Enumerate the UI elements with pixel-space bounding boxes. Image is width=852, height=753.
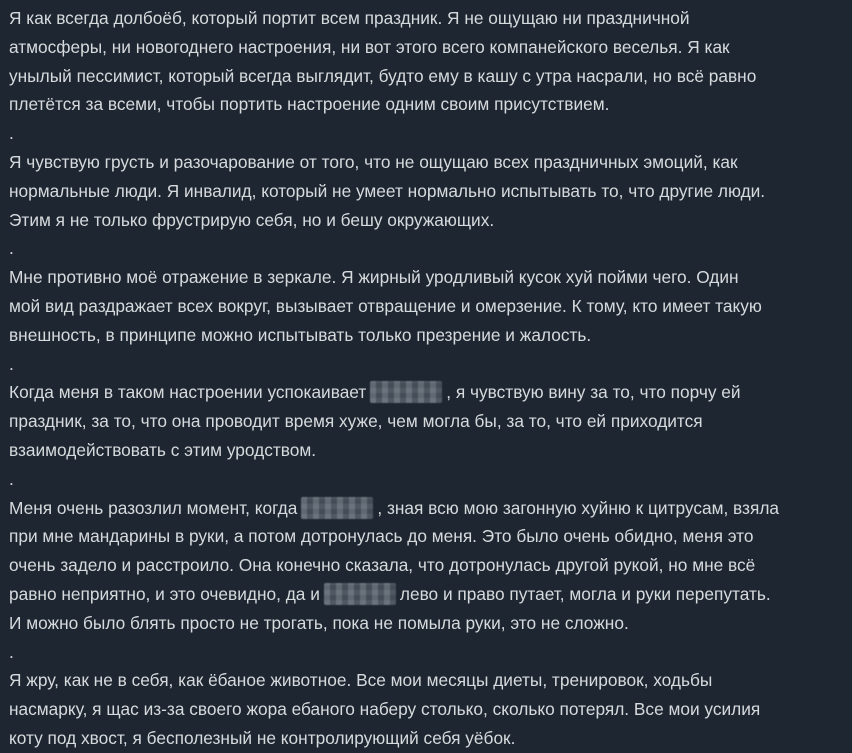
text-line: праздник, за то, что она проводит время хуже, чем могла бы, за то, что ей приходится — [9, 411, 703, 432]
redacted-name — [370, 381, 442, 403]
text-line: Этим я не только фрустрирую себя, но и бешу окружающих. — [9, 209, 495, 230]
text-segment: Меня очень разозлил момент, когда — [9, 497, 298, 518]
text-line: насмарку, я щас из-за своего жора ебаного наберу столько, сколько потерял. Все мои усилия — [9, 699, 761, 720]
text-line: коту под хвост, я бесполезный не контролирующий себя уёбок. — [9, 727, 516, 748]
text-line: унылый пессимист, который всегда выглядит, будто ему в кашу с утра насрали, но всё равно — [9, 65, 757, 86]
text-line: И можно было блять просто не трогать, пока не помыла руки, это не сложно. — [9, 612, 629, 633]
text-line: плетётся за всеми, чтобы портить настроение одним своим присутствием. — [9, 94, 610, 115]
text-line: взаимодействовать с этим уродством. — [9, 439, 317, 460]
text-segment: Когда меня в таком настроении успокаивает — [9, 382, 367, 403]
paragraph-4 — [9, 378, 844, 464]
text-line: Я как всегда долбоёб, который портит всем праздник. Я не ощущаю ни праздничной — [9, 8, 690, 28]
paragraph-1 — [9, 4, 844, 119]
paragraph-2 — [9, 148, 844, 234]
text-line: атмосферы, ни новогоднего настроения, ни вот этого всего компанейского веселья. Я как — [9, 36, 730, 57]
text-segment: , я чувствую вину за то, что порчу ей — [446, 382, 741, 403]
text-line: очень задело и расстроило. Она конечно сказала, что дотронулась другой рукой, но мне всё — [9, 555, 756, 576]
text-line — [9, 580, 844, 609]
separator-dot: . — [9, 123, 14, 144]
separator-dot: . — [9, 238, 14, 259]
text-line: мой вид раздражает всех вокруг, вызывает отвращение и омерзение. К тому, кто имеет такую — [9, 295, 762, 316]
text-line — [9, 378, 844, 407]
text-line — [9, 494, 844, 523]
redacted-name — [324, 583, 396, 605]
paragraph-6 — [9, 666, 844, 752]
text-line: при мне мандарины в руки, а потом дотронулась до меня. Это было очень обидно, меня это — [9, 526, 754, 547]
text-segment: равно неприятно, и это очевидно, да и — [9, 583, 320, 604]
separator-dot: . — [9, 641, 14, 662]
paragraph-5 — [9, 494, 844, 638]
text-line: Я чувствую грусть и разочарование от того, что не ощущаю всех праздничных эмоций, как — [9, 151, 738, 172]
text-segment: лево и право путает, могла и руки перепутать. — [399, 583, 771, 604]
separator-dot: . — [9, 468, 14, 489]
text-line: Мне противно моё отражение в зеркале. Я жирный уродливый кусок хуй пойми чего. Один — [9, 267, 739, 288]
text-segment: , зная всю мою загонную хуйню к цитрусам, взяла — [377, 497, 780, 518]
redacted-name — [301, 497, 373, 519]
text-line: Я жру, как не в себя, как ёбаное животное. Все мои месяцы диеты, тренировок, ходьбы — [9, 670, 713, 691]
text-line: нормальные люди. Я инвалид, который не умеет нормально испытывать то, что другие люди. — [9, 180, 766, 201]
paragraph-3 — [9, 263, 844, 349]
text-line: внешность, в принципе можно испытывать только презрение и жалость. — [9, 324, 592, 345]
separator-dot: . — [9, 353, 14, 374]
